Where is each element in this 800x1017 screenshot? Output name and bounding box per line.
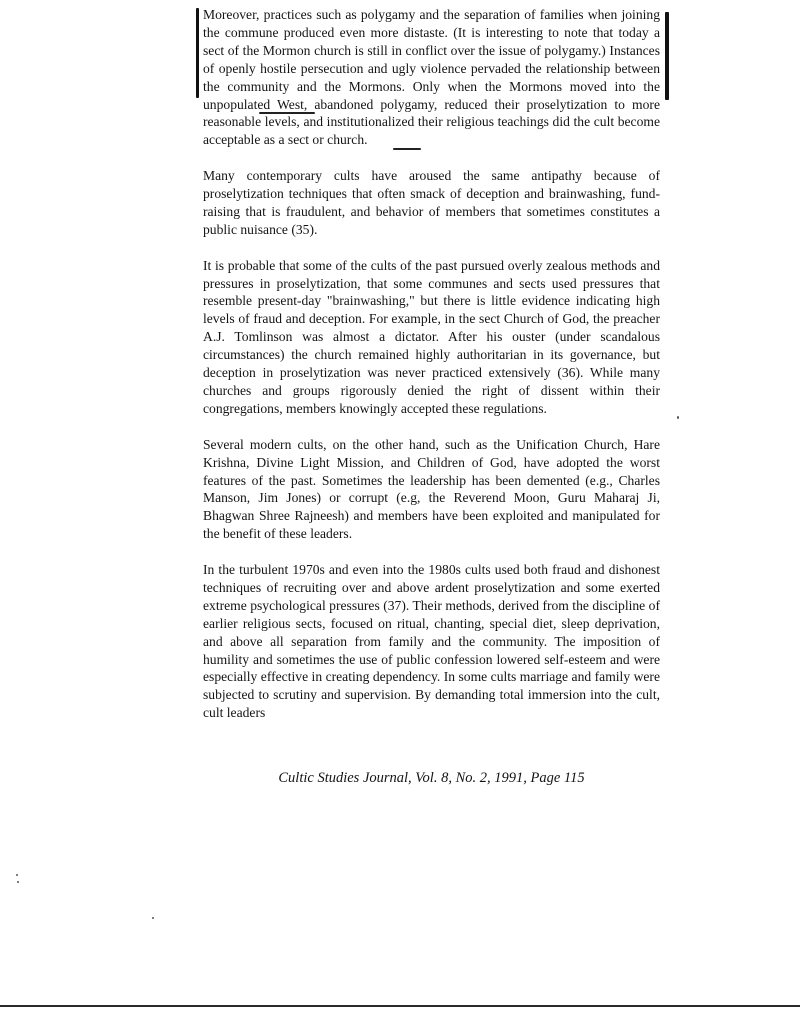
body-text: [203, 6, 660, 740]
scan-speck: [16, 874, 18, 876]
handwritten-underline-cult: [393, 148, 421, 150]
right-change-bar: [665, 12, 669, 100]
paragraph-3: It is probable that some of the cults of the past pursued overly zealous methods and pressures in proselytization, that some communes and sects used pressures that resemble present-day "brainwashing," but there is little evidence indicating high levels of fraud and deception. For example, in the sect Church of God, the preacher A.J. Tomlinson was almost a dictator. After his ouster (under scandalous circumstances) the church remained highly authoritarian in its governance, but deception in proselytization was never practiced extensively (36). While many churches and groups rigorously denied the right of dissent within their congregations, members knowingly accepted these regulations.: [203, 257, 660, 416]
scan-speck: [152, 917, 154, 919]
paragraph-4: Several modern cults, on the other hand, such as the Unification Church, Hare Krishna, Divine Light Mission, and Children of God, have adopted the worst features of the past. Sometimes the leadership has been demented (e.g., Charles Manson, Jim Jones) or corrupt (e.g, the Reverend Moon, Guru Maharaj Ji, Bhagwan Shree Rajneesh) and members have been exploited and manipulated for the benefit of these leaders.: [203, 436, 660, 542]
handwritten-underline-mormons: [259, 112, 315, 114]
scan-speck: [17, 881, 19, 883]
scan-speck: [677, 416, 679, 419]
left-change-bar: [196, 8, 199, 98]
paragraph-5: In the turbulent 1970s and even into the 1980s cults used both fraud and dishonest techniques of recruiting over and above ardent proselytization and some exerted extreme psychological pressures (37). Their methods, derived from the discipline of earlier religious sects, focused on ritual, chanting, special diet, sleep deprivation, and above all separation from family and the community. The imposition of humility and sometimes the use of public confession lowered self-esteem and were especially effective in creating dependency. In some cults marriage and family were subjected to scrutiny and supervision. By demanding total immersion into the cult, cult leaders: [203, 562, 660, 721]
bottom-scan-edge: [0, 1005, 800, 1007]
paragraph-2: Many contemporary cults have aroused the same antipathy because of proselytization techniques that often smack of deception and brainwashing, fund-raising that is fraudulent, and behavior of members that sometimes constitutes a public nuisance (35).: [203, 168, 660, 237]
paragraph-1: Moreover, practices such as polygamy and the separation of families when joining the commune produced even more distaste. (It is interesting to note that today a sect of the Mormon church is still in conflict over the issue of polygamy.) Instances of openly hostile persecution and ugly violence pervaded the relationship between the community and the Mormons. Only when the Mormons moved into the unpopulated West, abandoned polygamy, reduced their proselytization to more reasonable levels, and institutionalized their religious teachings did the cult become acceptable as a sect or church.: [203, 7, 660, 148]
footer-citation: Cultic Studies Journal, Vol. 8, No. 2, 1991, Page 115: [278, 770, 585, 786]
